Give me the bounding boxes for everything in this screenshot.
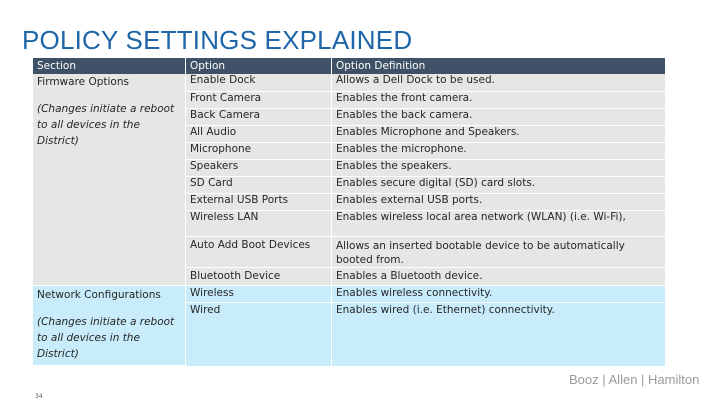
definition-cell: Allows an inserted bootable device to be automatically booted from. — [332, 236, 666, 267]
definition-cell: Allows a Dell Dock to be used. — [332, 74, 666, 91]
option-cell: Speakers — [186, 159, 332, 176]
firmware-section-note: (Changes initiate a reboot to all devices in the District) — [37, 103, 175, 147]
header-option: Option — [186, 58, 332, 74]
option-cell: Enable Dock — [186, 74, 332, 91]
header-section: Section — [33, 58, 186, 74]
header-option-definition: Option Definition — [332, 58, 666, 74]
definition-cell: Enables the back camera. — [332, 108, 666, 125]
page-number: 34 — [35, 393, 43, 400]
option-cell: Wired — [186, 302, 332, 366]
definition-cell: Enables the microphone. — [332, 142, 666, 159]
table-header-row — [33, 58, 666, 74]
firmware-section-label: Firmware Options — [37, 76, 129, 88]
definition-cell: Enables wireless local area network (WLAN) (i.e. Wi-Fi), — [332, 210, 666, 236]
definition-cell: Enables wired (i.e. Ethernet) connectivity. — [332, 302, 666, 366]
firmware-section-cell — [33, 74, 186, 285]
option-cell: Microphone — [186, 142, 332, 159]
option-cell: External USB Ports — [186, 193, 332, 210]
table-row — [33, 285, 666, 302]
option-cell: All Audio — [186, 125, 332, 142]
definition-cell: Enables the front camera. — [332, 91, 666, 108]
option-cell: Wireless LAN — [186, 210, 332, 236]
definition-cell: Enables Microphone and Speakers. — [332, 125, 666, 142]
option-cell: Back Camera — [186, 108, 332, 125]
definition-cell: Enables wireless connectivity. — [332, 285, 666, 302]
policy-settings-table — [32, 58, 666, 366]
table-row — [33, 74, 666, 91]
network-section-note: (Changes initiate a reboot to all devices in the District) — [37, 315, 175, 360]
network-section-label: Network Configurations — [37, 288, 161, 301]
option-cell: SD Card — [186, 176, 332, 193]
definition-cell: Enables the speakers. — [332, 159, 666, 176]
definition-cell: Enables external USB ports. — [332, 193, 666, 210]
option-cell: Front Camera — [186, 91, 332, 108]
option-cell: Auto Add Boot Devices — [186, 236, 332, 267]
network-section-cell — [33, 285, 186, 366]
definition-cell: Enables secure digital (SD) card slots. — [332, 176, 666, 193]
booz-allen-hamilton-logo: Booz | Allen | Hamilton — [569, 372, 700, 387]
page-title: POLICY SETTINGS EXPLAINED — [22, 25, 413, 55]
option-cell: Bluetooth Device — [186, 267, 332, 285]
option-cell: Wireless — [186, 285, 332, 302]
definition-cell: Enables a Bluetooth device. — [332, 267, 666, 285]
